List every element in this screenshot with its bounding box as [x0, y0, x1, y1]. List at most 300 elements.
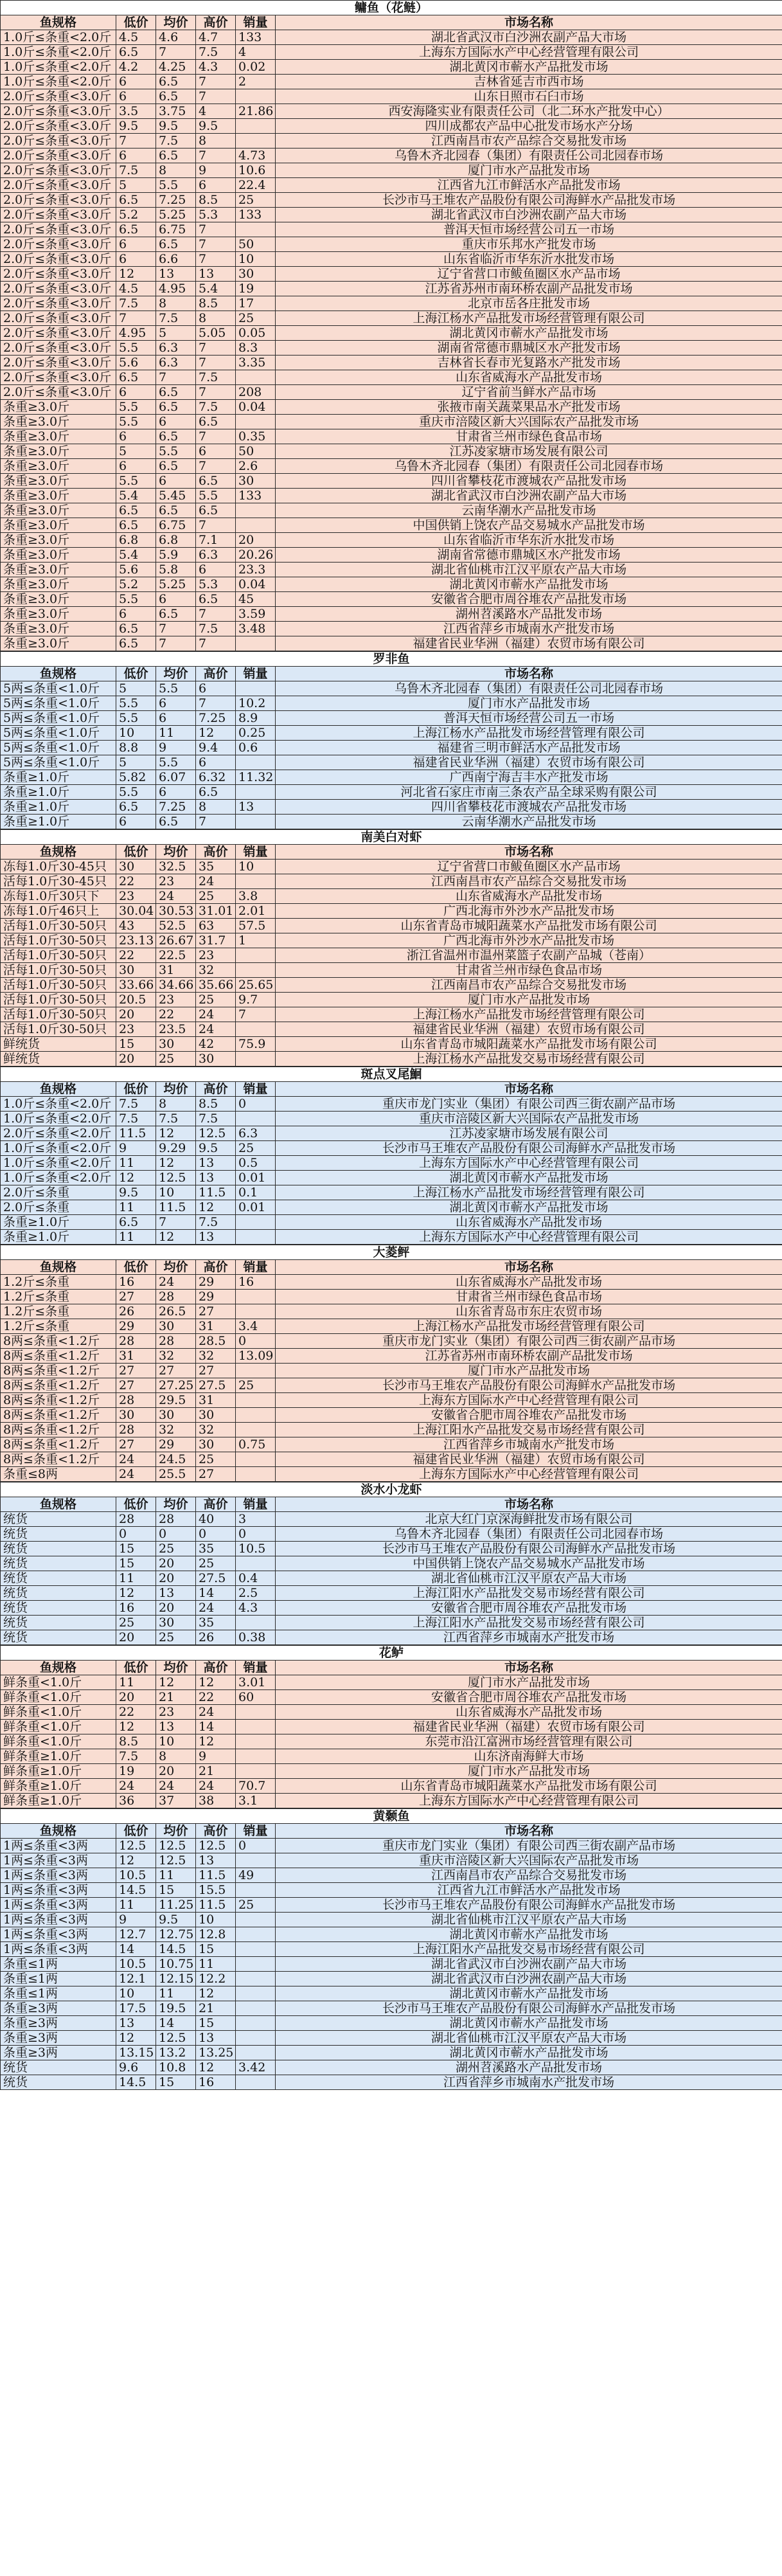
volume-cell: 133	[236, 30, 276, 45]
table-row	[1, 1408, 782, 1423]
high-price-cell: 0	[196, 1527, 236, 1542]
volume-cell: 25	[236, 311, 276, 326]
avg-price-cell: 13.2	[156, 2046, 196, 2060]
market-name-cell: 甘肃省兰州市绿色食品市场	[276, 1290, 782, 1304]
volume-cell: 30	[236, 474, 276, 489]
market-name-cell: 上海江阳水产品批发交易市场经营有限公司	[276, 1616, 782, 1630]
table-row	[1, 533, 782, 548]
avg-price-cell: 6.5	[156, 815, 196, 829]
volume-cell: 3.42	[236, 2060, 276, 2075]
avg-price-cell: 6	[156, 474, 196, 489]
spec-cell: 8两≤条重<1.2斤	[1, 1364, 116, 1378]
table-row	[1, 607, 782, 622]
market-name-cell: 甘肃省兰州市绿色食品市场	[276, 429, 782, 444]
avg-price-cell: 6.5	[156, 385, 196, 400]
table-row	[1, 963, 782, 978]
spec-cell: 条重≥1.0斤	[1, 785, 116, 800]
spec-cell: 2.0斤≤条重<3.0斤	[1, 134, 116, 149]
low-price-cell: 6	[116, 385, 156, 400]
high-price-cell: 7	[196, 459, 236, 474]
avg-price-cell: 15	[156, 1883, 196, 1898]
low-price-cell: 8.8	[116, 741, 156, 755]
market-name-cell: 长沙市马王堆农产品股份有限公司海鲜水产品批发市场	[276, 1378, 782, 1393]
market-name-cell: 湖北省仙桃市江汉平原农产品大市场	[276, 1571, 782, 1586]
table-row	[1, 711, 782, 726]
market-name-cell: 厦门市水产品批发市场	[276, 696, 782, 711]
high-price-cell: 27	[196, 1364, 236, 1378]
volume-cell: 6.3	[236, 1126, 276, 1141]
avg-price-cell: 3.75	[156, 104, 196, 119]
table-row	[1, 622, 782, 636]
avg-price-cell: 25	[156, 1542, 196, 1556]
high-price-cell: 11.5	[196, 1185, 236, 1200]
low-price-cell: 30.04	[116, 904, 156, 919]
market-name-cell: 四川成都农产品中心批发市场水产分场	[276, 119, 782, 134]
column-header-row	[1, 15, 782, 30]
avg-price-cell: 28	[156, 1512, 196, 1527]
volume-cell: 0	[236, 1334, 276, 1349]
table-row	[1, 1690, 782, 1705]
market-name-cell: 福建省民业华洲（福建）农贸市场有限公司	[276, 1022, 782, 1037]
high-price-cell: 21	[196, 1764, 236, 1779]
high-price-cell: 7	[196, 89, 236, 104]
price-section-table	[0, 1645, 782, 1808]
avg-price-cell: 30	[156, 1408, 196, 1423]
low-price-cell: 7.5	[116, 1097, 156, 1112]
high-price-cell: 35	[196, 860, 236, 874]
low-price-cell: 19	[116, 1764, 156, 1779]
avg-price-cell: 6.5	[156, 400, 196, 415]
volume-cell	[236, 1052, 276, 1067]
high-price-cell: 25	[196, 1452, 236, 1467]
low-price-cell: 23	[116, 1022, 156, 1037]
high-price-cell: 31.01	[196, 904, 236, 919]
spec-cell: 1两≤条重<3两	[1, 1868, 116, 1883]
volume-cell: 4.73	[236, 149, 276, 163]
table-row	[1, 770, 782, 785]
avg-price-cell: 24.5	[156, 1452, 196, 1467]
avg-price-cell: 10.75	[156, 1957, 196, 1972]
market-name-cell: 辽宁省营口市鲅鱼圈区水产品市场	[276, 860, 782, 874]
avg-price-cell: 23	[156, 1705, 196, 1720]
column-header: 低价	[116, 667, 156, 681]
avg-price-cell: 12	[156, 1156, 196, 1171]
table-row	[1, 1215, 782, 1230]
market-name-cell: 安徽省合肥市周谷堆农产品批发市场	[276, 1690, 782, 1705]
low-price-cell: 5	[116, 178, 156, 193]
spec-cell: 2.0斤≤条重<3.0斤	[1, 178, 116, 193]
high-price-cell: 40	[196, 1512, 236, 1527]
column-header: 低价	[116, 1497, 156, 1512]
avg-price-cell: 8	[156, 1097, 196, 1112]
spec-cell: 条重≥3两	[1, 2016, 116, 2031]
high-price-cell: 8.5	[196, 193, 236, 208]
high-price-cell: 24	[196, 1007, 236, 1022]
low-price-cell: 6.5	[116, 503, 156, 518]
column-header: 销量	[236, 1661, 276, 1675]
spec-cell: 统货	[1, 1512, 116, 1527]
volume-cell: 13	[236, 800, 276, 815]
high-price-cell: 10	[196, 1913, 236, 1927]
high-price-cell: 7	[196, 75, 236, 89]
avg-price-cell: 20	[156, 1571, 196, 1586]
market-name-cell: 上海江杨水产品批发市场经营管理有限公司	[276, 1185, 782, 1200]
table-row	[1, 1512, 782, 1527]
avg-price-cell: 12.5	[156, 1839, 196, 1853]
table-row	[1, 1349, 782, 1364]
spec-cell: 条重≥3.0斤	[1, 444, 116, 459]
low-price-cell: 30	[116, 963, 156, 978]
table-row	[1, 163, 782, 178]
low-price-cell: 36	[116, 1794, 156, 1808]
avg-price-cell: 7	[156, 622, 196, 636]
market-name-cell: 云南华潮水产品批发市场	[276, 503, 782, 518]
avg-price-cell: 11	[156, 726, 196, 741]
low-price-cell: 13.15	[116, 2046, 156, 2060]
avg-price-cell: 6	[156, 415, 196, 429]
table-row	[1, 1230, 782, 1245]
spec-cell: 冻每1.0斤30只下	[1, 889, 116, 904]
volume-cell: 22.4	[236, 178, 276, 193]
market-name-cell: 江西南昌市农产品综合交易批发市场	[276, 978, 782, 993]
column-header: 销量	[236, 1497, 276, 1512]
column-header: 市场名称	[276, 667, 782, 681]
table-row	[1, 1675, 782, 1690]
market-name-cell: 湖南省常德市鼎城区水产批发市场	[276, 341, 782, 356]
high-price-cell: 6.32	[196, 770, 236, 785]
market-name-cell: 上海东方国际水产中心经营管理有限公司	[276, 45, 782, 60]
market-name-cell: 四川省攀枝花市渡城农产品批发市场	[276, 800, 782, 815]
avg-price-cell: 9.5	[156, 119, 196, 134]
avg-price-cell: 7	[156, 45, 196, 60]
spec-cell: 2.0斤≤条重	[1, 1200, 116, 1215]
low-price-cell: 12	[116, 267, 156, 282]
avg-price-cell: 6	[156, 592, 196, 607]
low-price-cell: 6	[116, 607, 156, 622]
spec-cell: 2.0斤≤条重<2.0斤	[1, 1126, 116, 1141]
avg-price-cell: 27.25	[156, 1378, 196, 1393]
spec-cell: 统货	[1, 1527, 116, 1542]
high-price-cell: 7.5	[196, 400, 236, 415]
volume-cell	[236, 1112, 276, 1126]
low-price-cell: 12	[116, 1853, 156, 1868]
spec-cell: 1.2斤≤条重	[1, 1275, 116, 1290]
spec-cell: 2.0斤≤条重<3.0斤	[1, 104, 116, 119]
avg-price-cell: 23	[156, 874, 196, 889]
high-price-cell: 12.8	[196, 1927, 236, 1942]
table-row	[1, 30, 782, 45]
high-price-cell: 4.7	[196, 30, 236, 45]
high-price-cell: 42	[196, 1037, 236, 1052]
spec-cell: 2.0斤≤条重<3.0斤	[1, 89, 116, 104]
low-price-cell: 12.1	[116, 1972, 156, 1986]
table-row	[1, 919, 782, 933]
high-price-cell: 7.5	[196, 45, 236, 60]
avg-price-cell: 24	[156, 889, 196, 904]
table-row	[1, 1556, 782, 1571]
market-name-cell: 东莞市沿江富洲市场经营管理有限公司	[276, 1734, 782, 1749]
market-name-cell: 重庆市龙门实业（集团）有限公司西三街农副产品市场	[276, 1839, 782, 1853]
spec-cell: 2.0斤≤条重<3.0斤	[1, 252, 116, 267]
avg-price-cell: 15	[156, 2075, 196, 2090]
high-price-cell: 4.3	[196, 60, 236, 75]
market-name-cell: 长沙市马王堆农产品股份有限公司海鲜水产品批发市场	[276, 193, 782, 208]
avg-price-cell: 22	[156, 1007, 196, 1022]
table-row	[1, 1467, 782, 1482]
spec-cell: 2.0斤≤条重<3.0斤	[1, 119, 116, 134]
market-name-cell: 山东省青岛市城阳蔬菜水产品批发市场有限公司	[276, 919, 782, 933]
market-name-cell: 重庆市涪陵区新大兴国际农产品批发市场	[276, 1853, 782, 1868]
avg-price-cell: 28	[156, 1334, 196, 1349]
high-price-cell: 27.5	[196, 1571, 236, 1586]
table-row	[1, 1437, 782, 1452]
avg-price-cell: 5.45	[156, 489, 196, 503]
low-price-cell: 10	[116, 1986, 156, 2001]
volume-cell: 0.6	[236, 741, 276, 755]
market-name-cell: 山东省青岛市城阳蔬菜水产品批发市场有限公司	[276, 1779, 782, 1794]
table-row	[1, 1200, 782, 1215]
low-price-cell: 5	[116, 681, 156, 696]
low-price-cell: 30	[116, 1408, 156, 1423]
spec-cell: 鲜统货	[1, 1052, 116, 1067]
spec-cell: 1.0斤≤条重<2.0斤	[1, 1097, 116, 1112]
avg-price-cell: 4.6	[156, 30, 196, 45]
table-row	[1, 1898, 782, 1913]
high-price-cell: 15.5	[196, 1883, 236, 1898]
spec-cell: 条重≥3.0斤	[1, 563, 116, 577]
column-header: 低价	[116, 1824, 156, 1839]
volume-cell	[236, 1913, 276, 1927]
high-price-cell: 7.5	[196, 370, 236, 385]
spec-cell: 条重≥1.0斤	[1, 1215, 116, 1230]
low-price-cell: 16	[116, 1275, 156, 1290]
avg-price-cell: 25.5	[156, 1467, 196, 1482]
high-price-cell: 5.3	[196, 577, 236, 592]
price-section-table	[0, 651, 782, 829]
volume-cell: 10	[236, 252, 276, 267]
table-row	[1, 681, 782, 696]
column-header: 鱼规格	[1, 1661, 116, 1675]
market-name-cell: 乌鲁木齐北园春（集团）有限责任公司北园春市场	[276, 459, 782, 474]
column-header: 鱼规格	[1, 845, 116, 860]
column-header: 市场名称	[276, 1260, 782, 1275]
table-row	[1, 429, 782, 444]
low-price-cell: 6.8	[116, 533, 156, 548]
spec-cell: 鲜条重<1.0斤	[1, 1734, 116, 1749]
table-row	[1, 193, 782, 208]
spec-cell: 条重≥3.0斤	[1, 459, 116, 474]
market-name-cell: 上海江杨水产品批发市场经营管理有限公司	[276, 311, 782, 326]
table-row	[1, 1734, 782, 1749]
volume-cell: 10.6	[236, 163, 276, 178]
low-price-cell: 20	[116, 1052, 156, 1067]
volume-cell: 11.32	[236, 770, 276, 785]
market-name-cell: 中国供销上饶农产品交易城水产品批发市场	[276, 1556, 782, 1571]
spec-cell: 活每1.0斤30-50只	[1, 978, 116, 993]
volume-cell	[236, 755, 276, 770]
market-name-cell: 上海东方国际水产中心经营管理有限公司	[276, 1230, 782, 1245]
low-price-cell: 0	[116, 1527, 156, 1542]
spec-cell: 1.0斤≤条重<2.0斤	[1, 1112, 116, 1126]
avg-price-cell: 12.5	[156, 1171, 196, 1185]
volume-cell	[236, 1230, 276, 1245]
low-price-cell: 12.5	[116, 1839, 156, 1853]
volume-cell: 0.01	[236, 1171, 276, 1185]
section-title-row	[1, 1067, 782, 1082]
high-price-cell: 7	[196, 356, 236, 370]
table-row	[1, 2031, 782, 2046]
table-row	[1, 1527, 782, 1542]
avg-price-cell: 9	[156, 741, 196, 755]
high-price-cell: 35.66	[196, 978, 236, 993]
spec-cell: 8两≤条重<1.2斤	[1, 1334, 116, 1349]
table-row	[1, 548, 782, 563]
volume-cell: 0	[236, 1839, 276, 1853]
column-header: 市场名称	[276, 845, 782, 860]
spec-cell: 条重≤1两	[1, 1957, 116, 1972]
low-price-cell: 11	[116, 1230, 156, 1245]
high-price-cell: 5.5	[196, 489, 236, 503]
table-row	[1, 1720, 782, 1734]
volume-cell: 3.1	[236, 1794, 276, 1808]
volume-cell: 0	[236, 1527, 276, 1542]
high-price-cell: 7.5	[196, 1215, 236, 1230]
table-row	[1, 1883, 782, 1898]
spec-cell: 条重≥3.0斤	[1, 622, 116, 636]
high-price-cell: 38	[196, 1794, 236, 1808]
spec-cell: 统货	[1, 1542, 116, 1556]
table-row	[1, 1141, 782, 1156]
avg-price-cell: 8	[156, 1749, 196, 1764]
volume-cell: 133	[236, 489, 276, 503]
market-name-cell: 山东省临沂市华东沂水批发市场	[276, 533, 782, 548]
high-price-cell: 32	[196, 963, 236, 978]
price-section-table	[0, 829, 782, 1067]
high-price-cell: 13.25	[196, 2046, 236, 2060]
spec-cell: 2.0斤≤条重<3.0斤	[1, 282, 116, 296]
table-row	[1, 1616, 782, 1630]
volume-cell: 0.4	[236, 1571, 276, 1586]
table-row	[1, 889, 782, 904]
volume-cell: 0.04	[236, 400, 276, 415]
avg-price-cell: 11.25	[156, 1898, 196, 1913]
market-name-cell: 山东省青岛市城阳蔬菜水产品批发市场有限公司	[276, 1037, 782, 1052]
volume-cell	[236, 1734, 276, 1749]
avg-price-cell: 5.5	[156, 178, 196, 193]
column-header: 销量	[236, 1260, 276, 1275]
market-name-cell: 长沙市马王堆农产品股份有限公司海鲜水产品批发市场	[276, 1542, 782, 1556]
high-price-cell: 6	[196, 178, 236, 193]
spec-cell: 2.0斤≤条重<3.0斤	[1, 326, 116, 341]
high-price-cell: 25	[196, 993, 236, 1007]
high-price-cell: 23	[196, 948, 236, 963]
column-header: 销量	[236, 667, 276, 681]
spec-cell: 鲜条重<1.0斤	[1, 1690, 116, 1705]
volume-cell: 3.48	[236, 622, 276, 636]
volume-cell	[236, 1423, 276, 1437]
table-row	[1, 741, 782, 755]
volume-cell	[236, 134, 276, 149]
table-row	[1, 400, 782, 415]
volume-cell	[236, 815, 276, 829]
table-row	[1, 2046, 782, 2060]
high-price-cell: 8	[196, 311, 236, 326]
volume-cell: 8.9	[236, 711, 276, 726]
column-header: 均价	[156, 1260, 196, 1275]
table-row	[1, 356, 782, 370]
avg-price-cell: 29.5	[156, 1393, 196, 1408]
volume-cell: 45	[236, 592, 276, 607]
low-price-cell: 33.66	[116, 978, 156, 993]
high-price-cell: 7.25	[196, 711, 236, 726]
low-price-cell: 6.5	[116, 636, 156, 651]
spec-cell: 条重≥3.0斤	[1, 415, 116, 429]
market-name-cell: 甘肃省兰州市绿色食品市场	[276, 963, 782, 978]
table-row	[1, 252, 782, 267]
high-price-cell: 35	[196, 1616, 236, 1630]
market-name-cell: 广西南宁海吉丰水产批发市场	[276, 770, 782, 785]
volume-cell: 0.35	[236, 429, 276, 444]
spec-cell: 鲜条重<1.0斤	[1, 1705, 116, 1720]
table-row	[1, 726, 782, 741]
low-price-cell: 24	[116, 1467, 156, 1482]
market-name-cell: 湖北黄冈市蕲水产品批发市场	[276, 1200, 782, 1215]
column-header: 高价	[196, 1661, 236, 1675]
spec-cell: 8两≤条重<1.2斤	[1, 1423, 116, 1437]
low-price-cell: 5.4	[116, 548, 156, 563]
avg-price-cell: 5.5	[156, 681, 196, 696]
volume-cell: 2.5	[236, 1586, 276, 1601]
spec-cell: 5两≤条重<1.0斤	[1, 741, 116, 755]
market-name-cell: 湖北省仙桃市江汉平原农产品大市场	[276, 563, 782, 577]
market-name-cell: 重庆市涪陵区新大兴国际农产品批发市场	[276, 1112, 782, 1126]
table-row	[1, 785, 782, 800]
low-price-cell: 12	[116, 1720, 156, 1734]
price-section-table	[0, 1067, 782, 1245]
volume-cell	[236, 1408, 276, 1423]
avg-price-cell: 31	[156, 963, 196, 978]
volume-cell: 49	[236, 1868, 276, 1883]
volume-cell: 25.65	[236, 978, 276, 993]
high-price-cell: 7	[196, 237, 236, 252]
volume-cell	[236, 1364, 276, 1378]
market-name-cell: 乌鲁木齐北园春（集团）有限责任公司北园春市场	[276, 149, 782, 163]
avg-price-cell: 10.8	[156, 2060, 196, 2075]
spec-cell: 活每1.0斤30-45只	[1, 874, 116, 889]
spec-cell: 统货	[1, 1630, 116, 1645]
column-header: 低价	[116, 1260, 156, 1275]
high-price-cell: 24	[196, 1779, 236, 1794]
table-row	[1, 208, 782, 222]
market-name-cell: 江西省九江市鲜活水产品批发市场	[276, 1883, 782, 1898]
price-section-table	[0, 1482, 782, 1645]
table-row	[1, 1853, 782, 1868]
low-price-cell: 9.6	[116, 2060, 156, 2075]
high-price-cell: 32	[196, 1423, 236, 1437]
table-row	[1, 1452, 782, 1467]
market-name-cell: 江苏凌家塘市场发展有限公司	[276, 444, 782, 459]
table-row	[1, 1913, 782, 1927]
high-price-cell: 25	[196, 1556, 236, 1571]
high-price-cell: 27	[196, 1304, 236, 1319]
low-price-cell: 28	[116, 1512, 156, 1527]
market-name-cell: 长沙市马王堆农产品股份有限公司海鲜水产品批发市场	[276, 1141, 782, 1156]
avg-price-cell: 7.25	[156, 800, 196, 815]
low-price-cell: 5.5	[116, 696, 156, 711]
low-price-cell: 22	[116, 874, 156, 889]
market-name-cell: 上海东方国际水产中心经营管理有限公司	[276, 1467, 782, 1482]
table-row	[1, 1185, 782, 1200]
